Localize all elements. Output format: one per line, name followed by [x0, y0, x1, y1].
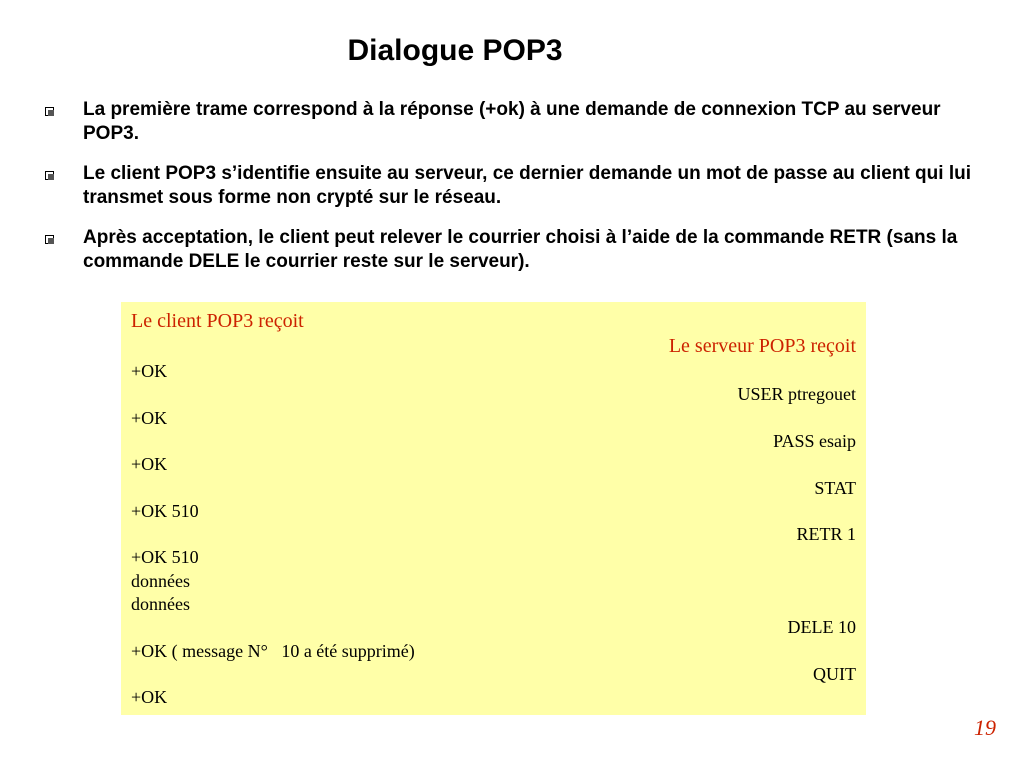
hollow-square-bullet-icon [45, 171, 54, 180]
client-response-line: données [131, 570, 190, 591]
client-response-line: +OK 510 [131, 547, 199, 568]
server-command-line: STAT [814, 477, 856, 498]
server-column-header: Le serveur POP3 reçoit [668, 335, 856, 357]
bullet-item [40, 226, 1000, 274]
client-response-line: +OK 510 [131, 500, 199, 521]
server-command-line: PASS esaip [773, 430, 856, 451]
bullet-text: La première trame correspond à la réponse (+ok) à une demande de connexion TCP au serveur POP3. [83, 99, 941, 144]
client-response-line: données [131, 594, 190, 614]
client-response-line: +OK [131, 407, 168, 428]
bullet-item [40, 162, 1000, 210]
slide-title: Dialogue POP3 [347, 34, 563, 67]
bullet-item [40, 98, 1000, 146]
bullet-text: Après acceptation, le client peut relever le courrier choisi à l’aide de la commande RETR (sans la commande DELE le courrier reste sur le serveur). [83, 227, 958, 272]
hollow-square-bullet-icon [45, 107, 54, 116]
client-response-line: +OK [131, 361, 168, 381]
bullet-list [40, 98, 1000, 290]
client-response-line: +OK [131, 454, 168, 475]
server-command-line: RETR 1 [796, 524, 856, 545]
server-command-line: QUIT [813, 663, 856, 684]
page-number: 19 [974, 715, 996, 740]
client-response-line: +OK ( message N° 10 a été supprimé) [131, 640, 415, 661]
server-command-line: DELE 10 [787, 617, 856, 638]
bullet-text: Le client POP3 s’identifie ensuite au serveur, ce dernier demande un mot de passe au client qui lui transmet sous forme non crypté sur le réseau. [83, 163, 971, 208]
client-response-line: +OK [131, 687, 168, 708]
pop3-dialogue-box [121, 302, 866, 715]
server-command-line: USER ptregouet [737, 384, 856, 405]
client-column-header: Le client POP3 reçoit [131, 310, 304, 332]
hollow-square-bullet-icon [45, 235, 54, 244]
